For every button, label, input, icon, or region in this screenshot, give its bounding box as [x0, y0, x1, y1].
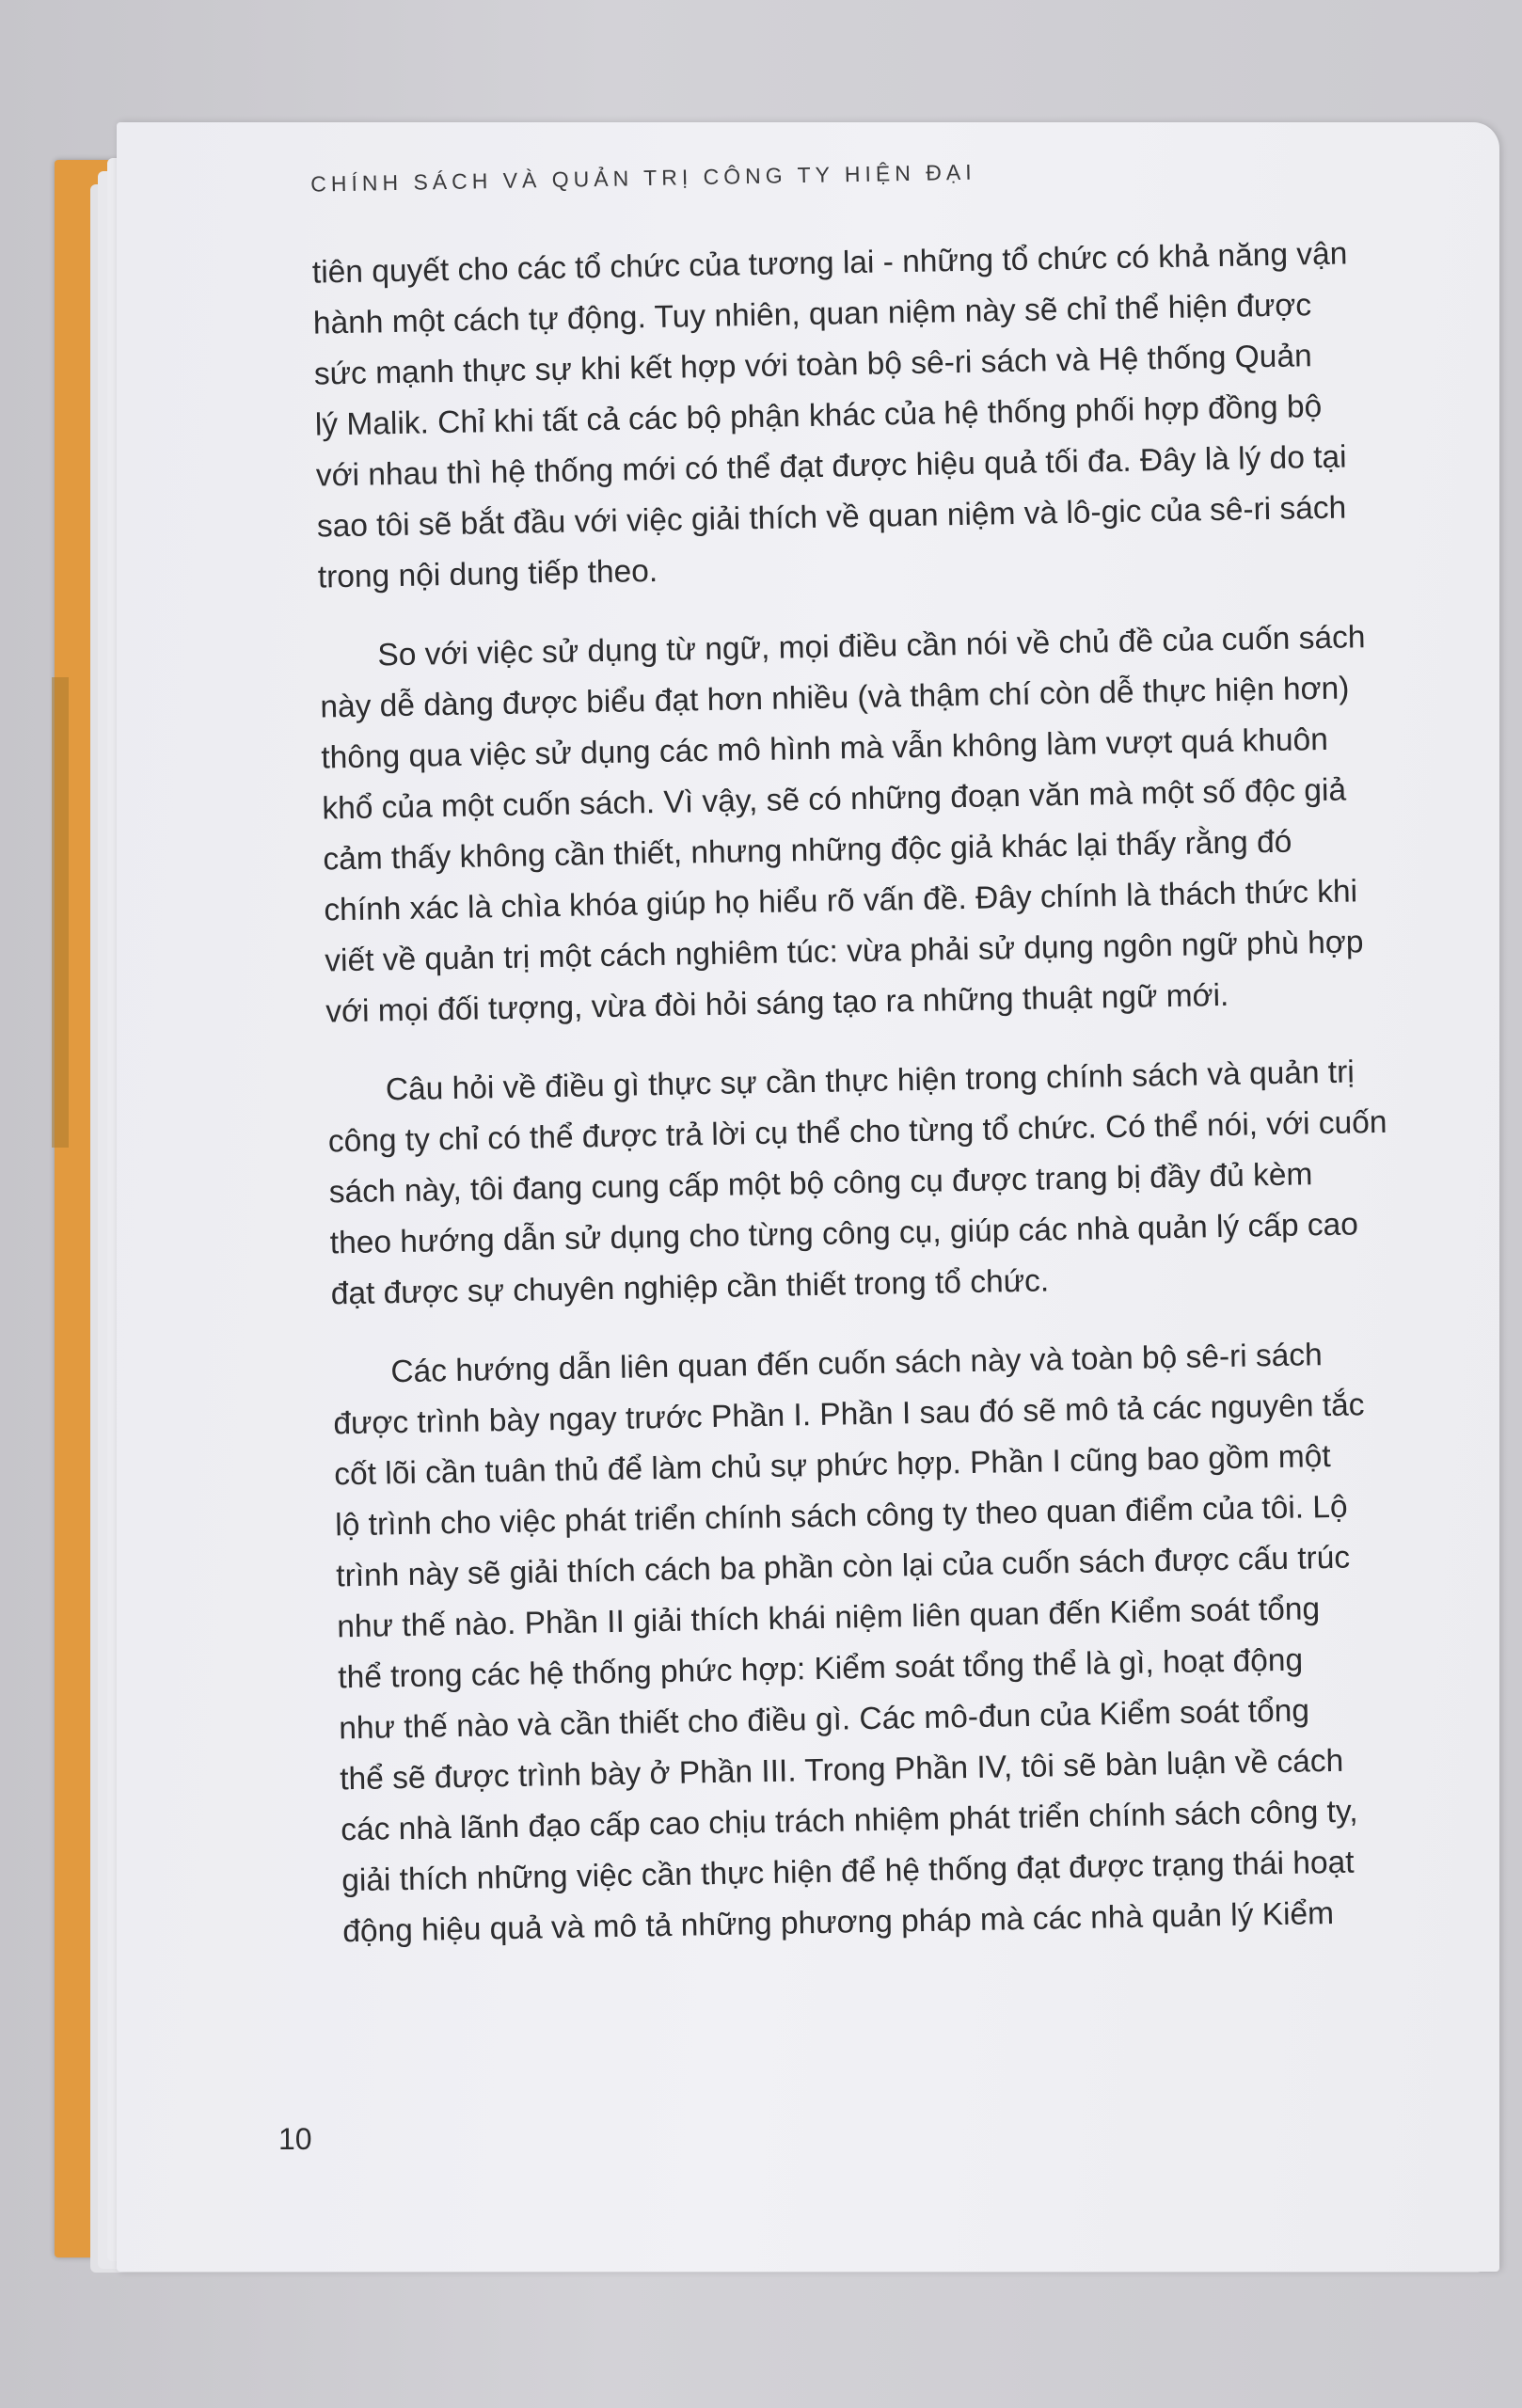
text-line: trong nội dung tiếp theo. [317, 553, 658, 595]
text-line: Các hướng dẫn liên quan đến cuốn sách này và toàn bộ sê-ri sách [390, 1338, 1324, 1390]
paragraph-4 [332, 1327, 1472, 1957]
page-content [188, 150, 1482, 1988]
text-line: đạt được sự chuyên nghiệp cần thiết trong tổ chức. [330, 1263, 1050, 1312]
text-line: hành một cách tự động. Tuy nhiên, quan niệm này sẽ chỉ thể hiện được [312, 288, 1312, 341]
text-line: theo hướng dẫn sử dụng cho từng công cụ, giúp các nhà quản lý cấp cao [329, 1207, 1359, 1261]
text-line: lý Malik. Chỉ khi tất cả các bộ phận khác của hệ thống phối hợp đồng bộ [314, 388, 1323, 443]
text-line: Câu hỏi về điều gì thực sự cần thực hiện trong chính sách và quản trị [385, 1054, 1356, 1108]
text-line: giải thích những việc cần thực hiện để hệ thống đạt được trạng thái hoạt [341, 1845, 1355, 1899]
text-line: sách này, tôi đang cung cấp một bộ công cụ được trang bị đầy đủ kèm [328, 1157, 1313, 1211]
page-number: 10 [278, 2122, 312, 2156]
text-line: lộ trình cho việc phát triển chính sách công ty theo quan điểm của tôi. Lộ [335, 1489, 1348, 1544]
text-line: cốt lõi cần tuân thủ để làm chủ sự phức hợp. Phần I cũng bao gồm một [334, 1438, 1331, 1493]
text-line: viết về quản trị một cách nghiêm túc: vừa phải sử dụng ngôn ngữ phù hợp [325, 925, 1364, 979]
text-line: động hiệu quả và mô tả những phương pháp mà các nhà quản lý Kiểm [341, 1895, 1335, 1950]
text-line: khổ của một cuốn sách. Vì vậy, sẽ có những đoạn văn mà một số độc giả [322, 772, 1347, 827]
text-line: như thế nào. Phần II giải thích khái niệm liên quan đến Kiểm soát tổng [336, 1592, 1321, 1645]
text-line: thể sẽ được trình bày ở Phần III. Trong Phần IV, tôi sẽ bàn luận về cách [339, 1743, 1344, 1798]
text-line: sao tôi sẽ bắt đầu với việc giải thích về quan niệm và lô-gic của sê-ri sách [316, 490, 1347, 545]
text-line: với mọi đối tượng, vừa đòi hỏi sáng tạo ra những thuật ngữ mới. [325, 977, 1229, 1030]
text-line: cảm thấy không cần thiết, nhưng những độc giả khác lại thấy rằng đó [323, 824, 1292, 878]
paragraph-3 [326, 1045, 1460, 1320]
text-line: tiên quyết cho các tổ chức của tương lai - những tổ chức có khả năng vận [311, 236, 1348, 291]
text-line: chính xác là chìa khóa giúp họ hiểu rõ vấn đề. Đây chính là thách thức khi [324, 874, 1358, 928]
running-header: CHÍNH SÁCH VÀ QUẢN TRỊ CÔNG TY HIỆN ĐẠI [309, 159, 976, 197]
text-line: So với việc sử dụng từ ngữ, mọi điều cần nói về chủ đề của cuốn sách [377, 620, 1366, 673]
text-line: công ty chỉ có thể được trả lời cụ thể cho từng tổ chức. Có thể nói, với cuốn [327, 1104, 1387, 1160]
text-line: sức mạnh thực sự khi kết hợp với toàn bộ sê-ri sách và Hệ thống Quản [313, 339, 1312, 392]
cover-spine-shadow [52, 677, 69, 1148]
text-line: với nhau thì hệ thống mới có thể đạt được hiệu quả tối đa. Đây là lý do tại [315, 439, 1347, 494]
text-line: thể trong các hệ thống phức hợp: Kiểm soát tổng thể là gì, hoạt động [337, 1642, 1304, 1696]
paragraph-2 [319, 611, 1455, 1038]
text-line: này dễ dàng được biểu đạt hơn nhiều (và thậm chí còn dễ thực hiện hơn) [320, 671, 1350, 725]
text-line: như thế nào và cần thiết cho điều gì. Các mô-đun của Kiểm soát tổng [338, 1693, 1310, 1747]
text-line: trình này sẽ giải thích cách ba phần còn lại của cuốn sách được cấu trúc [336, 1540, 1351, 1594]
paragraph-1 [311, 228, 1447, 604]
text-line: được trình bày ngay trước Phần I. Phần I sau đó sẽ mô tả các nguyên tắc [333, 1387, 1365, 1442]
text-line: thông qua việc sử dụng các mô hình mà vẫn không làm vượt quá khuôn [321, 721, 1329, 776]
text-line: các nhà lãnh đạo cấp cao chịu trách nhiệm phát triển chính sách công ty, [340, 1794, 1358, 1848]
